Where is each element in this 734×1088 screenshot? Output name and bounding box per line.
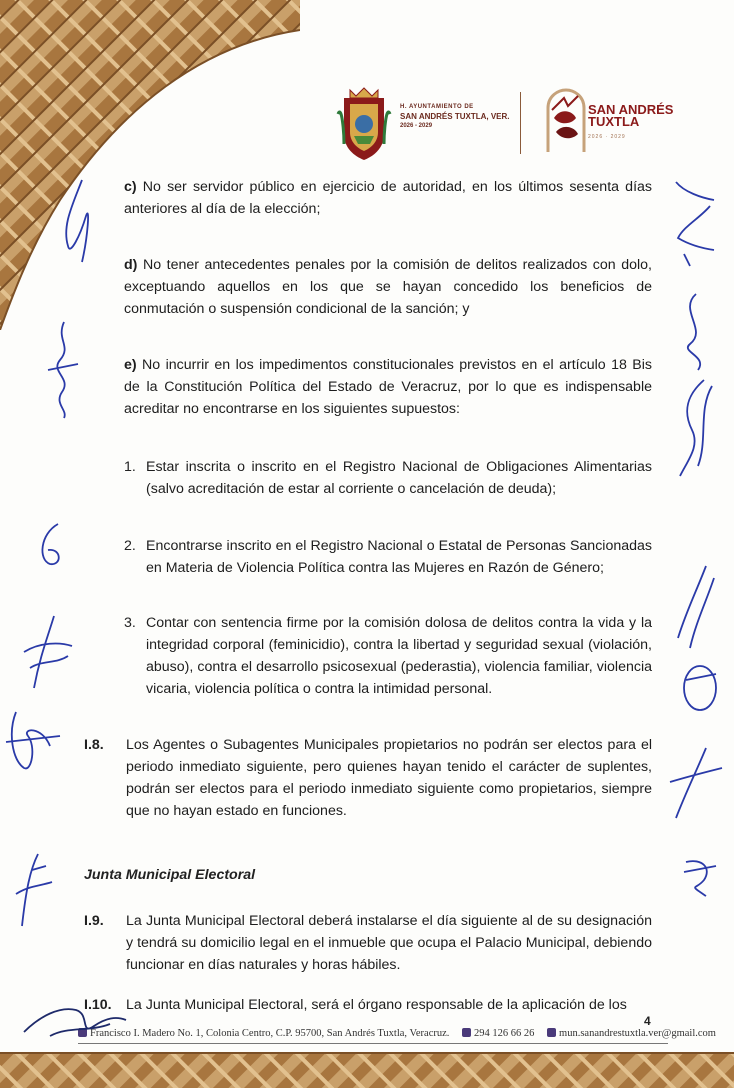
letterhead [336, 84, 676, 164]
section-I9-text: La Junta Municipal Electoral deberá instalarse el día siguiente al de su designación y tendrá su domicilio legal en el inmueble que ocupa el Palacio Municipal, debiendo funcionar en días naturales y horas hábiles. [126, 913, 652, 973]
paragraph-d-label: d) [124, 257, 138, 273]
item-2-number: 2. [124, 538, 136, 554]
paragraph-c [124, 176, 652, 220]
san-andres-brand-icon [544, 88, 588, 154]
section-I10-number: I.10. [84, 997, 112, 1013]
footer-phone: 294 126 66 26 [474, 1028, 535, 1039]
phone-icon [462, 1028, 471, 1037]
signature-mark [38, 320, 88, 420]
footer-email: mun.sanandrestuxtla.ver@gmail.com [559, 1028, 716, 1039]
brand-line-1: SAN ANDRÉS [588, 102, 674, 117]
section-heading: Junta Municipal Electoral [84, 867, 256, 883]
brand-line-2: TUXTLA [588, 114, 640, 129]
brand-years: 2026 · 2029 [588, 134, 626, 140]
section-I8-text: Los Agentes o Subagentes Municipales propietarios no podrán ser electos para el periodo inmediato siguiente, pero quienes hayan tenido el carácter de suplentes, podrán ser electos para el periodo inmediato siguiente como propietarios, siempre que no hayan estado en funciones. [126, 737, 652, 819]
item-2-text: Encontrarse inscrito en el Registro Nacional o Estatal de Personas Sancionadas en Materia de Violencia Política contra las Mujeres en Razón de Género; [146, 538, 652, 576]
section-I9-number: I.9. [84, 913, 104, 929]
signature-mark [668, 290, 722, 480]
paragraph-c-label: c) [124, 179, 137, 195]
paragraph-e [124, 354, 652, 420]
item-3-text: Contar con sentencia firme por la comisión dolosa de delitos contra la vida y la integridad corporal (feminicidio), contra la libertad y seguridad sexual (violación, abuso), contra el desarrollo psicosexual (pederastia), violencia familiar, violencia vicaria, violencia política o contra la intimidad personal. [146, 615, 652, 697]
email-icon [547, 1028, 556, 1037]
brand-name [588, 104, 673, 143]
header-divider [520, 92, 521, 154]
signature-mark [2, 706, 62, 776]
signature-mark [20, 996, 130, 1046]
footer-divider [78, 1043, 668, 1044]
org-line-1: H. AYUNTAMIENTO DE [400, 104, 474, 110]
footer-address: Francisco I. Madero No. 1, Colonia Centro, C.P. 95700, San Andrés Tuxtla, Veracruz. [90, 1028, 450, 1039]
weave-bottom-border [0, 1052, 734, 1088]
signature-mark [8, 850, 58, 930]
page-number: 4 [644, 1014, 651, 1028]
paragraph-d [124, 254, 652, 320]
org-line-2: SAN ANDRÉS TUXTLA, VER. [400, 112, 510, 121]
signature-mark [52, 176, 102, 266]
section-I10-text: La Junta Municipal Electoral, será el órgano responsable de la aplicación de los [126, 997, 627, 1013]
item-3-number: 3. [124, 615, 136, 631]
section-I8-number: I.8. [84, 737, 104, 753]
paragraph-d-text: No tener antecedentes penales por la comisión de delitos realizados con dolo, exceptuando aquellos en los que se hayan concedido los beneficios de conmutación o suspensión condicional de la sanción; y [124, 257, 652, 317]
paragraph-e-text: No incurrir en los impedimentos constitucionales previstos en el artículo 18 Bis de la Constitución Política del Estado de Veracruz, por lo que es indispensable acreditar no encontrarse en los siguientes supuestos: [124, 357, 652, 417]
paragraph-c-text: No ser servidor público en ejercicio de autoridad, en los últimos sesenta días anteriores al día de la elección; [124, 179, 652, 217]
signature-mark [666, 562, 726, 902]
item-1-number: 1. [124, 459, 136, 475]
org-line-3: 2026 - 2029 [400, 123, 433, 129]
paragraph-e-label: e) [124, 357, 137, 373]
signature-mark [30, 520, 70, 570]
municipal-crest-icon [336, 84, 392, 162]
signature-mark [20, 612, 76, 692]
item-1-text: Estar inscrita o inscrito en el Registro Nacional de Obligaciones Alimentarias (salvo acreditación de estar al corriente o cancelación de deuda); [146, 459, 652, 497]
organization-name [400, 104, 530, 129]
signature-mark [670, 178, 720, 268]
